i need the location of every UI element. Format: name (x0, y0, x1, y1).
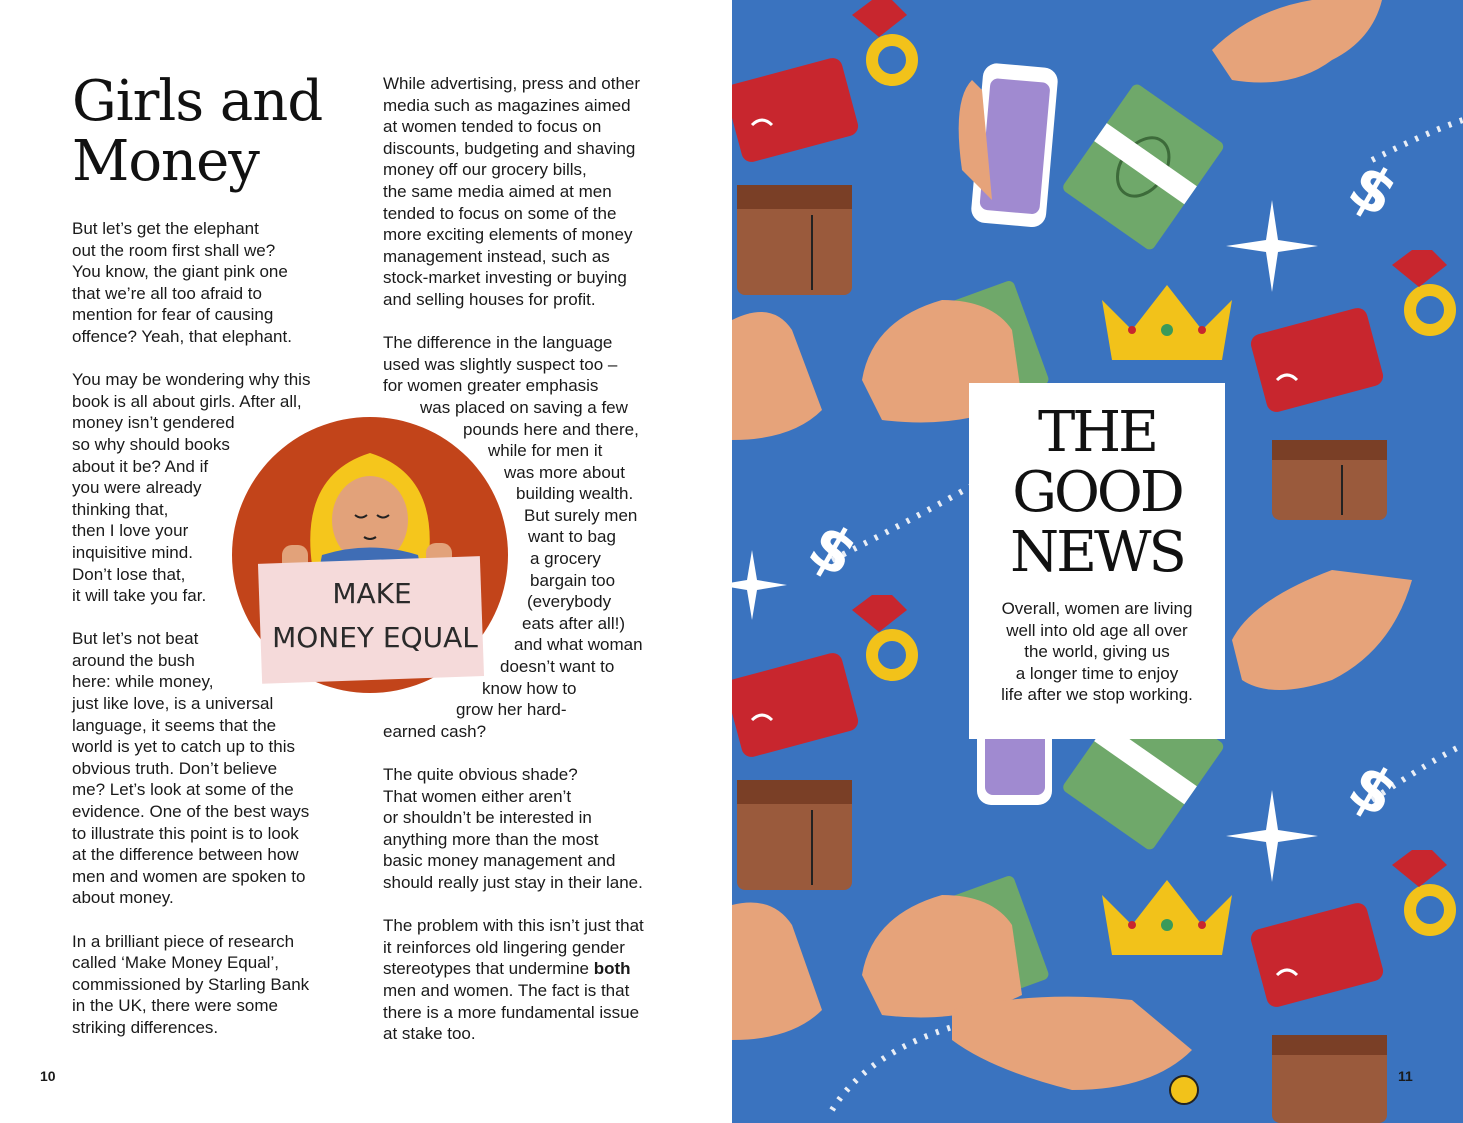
text-line: and what woman (514, 635, 643, 655)
text-line: Don’t lose that, (72, 564, 186, 584)
protest-sign (258, 556, 484, 684)
text-line: about it be? And if (72, 456, 209, 476)
text-line: The problem with this isn’t just that (383, 916, 644, 936)
text-line (383, 958, 673, 980)
sparkle-icon (1226, 790, 1318, 882)
paragraph (383, 915, 673, 1045)
text-line: me? Let’s look at some of the (72, 780, 294, 800)
text-line: or shouldn’t be interested in (383, 808, 592, 828)
hand-icon (732, 903, 822, 1041)
text-line: bargain too (530, 570, 616, 590)
wallet-icon (1272, 1035, 1387, 1123)
text-line: management instead, such as (383, 246, 610, 266)
page-number-right: 11 (1398, 1068, 1413, 1084)
text-line: was more about (504, 462, 625, 482)
wallet-icon (737, 780, 852, 890)
text-line: In a brilliant piece of research (72, 931, 295, 951)
emphasis-both: both (593, 959, 631, 979)
ring-icon (852, 0, 912, 80)
sparkle-icon (1226, 200, 1318, 292)
text-line: a grocery (530, 549, 601, 569)
dollar-sign-icon: $ (797, 509, 869, 592)
text-line: there is a more fundamental issue (383, 1002, 640, 1022)
text-line: book is all about girls. After all, (72, 391, 302, 411)
paragraph (72, 218, 342, 348)
text-line: You know, the giant pink one (72, 262, 288, 282)
text-line: men and women are spoken to (72, 866, 306, 886)
text-line: You may be wondering why this (72, 370, 311, 390)
text-line: world is yet to catch up to this (72, 737, 295, 757)
text-line: The difference in the language (383, 333, 613, 353)
text-line: pounds here and there, (463, 419, 639, 439)
text-line: language, it seems that the (72, 715, 277, 735)
text-line: want to bag (528, 527, 616, 547)
good-news-box (969, 383, 1225, 739)
crown-icon (1102, 285, 1232, 360)
wallet-icon (737, 185, 852, 295)
text-line: basic money management and (383, 851, 616, 871)
text-line: offence? Yeah, that elephant. (72, 326, 292, 346)
paragraph (383, 764, 673, 894)
text-line: doesn’t want to (500, 657, 615, 677)
text-line: at stake too. (383, 1024, 476, 1044)
text-line: evidence. One of the best ways (72, 802, 310, 822)
text-line: While advertising, press and other (383, 74, 641, 93)
text-line: at the difference between how (72, 845, 299, 865)
text-line: money off our grocery bills, (383, 160, 587, 180)
good-news-headline (969, 400, 1225, 585)
hand-icon (862, 895, 1022, 1018)
text-line: it reinforces old lingering gender (383, 937, 625, 957)
hand-icon (1212, 0, 1382, 83)
headline-line-3: NEWS (1010, 520, 1184, 585)
text-line: media such as magazines aimed (383, 95, 631, 115)
wallet-icon (1272, 440, 1387, 520)
hand-icon (952, 997, 1192, 1090)
title-line-1: Girls and (72, 69, 323, 134)
text-line: mention for fear of causing (72, 305, 274, 325)
ring-icon (1392, 250, 1450, 330)
text-line: about money. (72, 888, 174, 908)
text-line: But surely men (524, 505, 638, 525)
hand-icon (732, 312, 822, 440)
body-line: a longer time to enjoy (1015, 663, 1179, 683)
text-line: at women tended to focus on (383, 117, 602, 137)
text-line: commissioned by Starling Bank (72, 974, 310, 994)
text-line: and selling houses for profit. (383, 289, 596, 309)
body-line: Overall, women are living (1001, 599, 1193, 618)
headline-line-1: THE (1037, 400, 1157, 465)
body-line: life after we stop working. (1001, 685, 1193, 705)
text-line: That women either aren’t (383, 786, 572, 806)
hand-icon (1232, 570, 1412, 690)
text-line: obvious truth. Don’t believe (72, 758, 278, 778)
text-line: then I love your (72, 521, 189, 541)
text-line: earned cash? (383, 721, 487, 741)
text-line: building wealth. (516, 484, 634, 504)
text-line: used was slightly suspect too – (383, 354, 618, 374)
sign-line-1: MAKE (332, 577, 412, 610)
text-line: inquisitive mind. (72, 542, 193, 562)
paragraph (383, 73, 673, 311)
text-fragment: stereotypes that undermine (383, 959, 594, 979)
text-line: eats after all!) (522, 613, 625, 633)
ring-icon (1392, 850, 1450, 930)
text-line: here: while money, (72, 672, 214, 692)
text-line: more exciting elements of money (383, 225, 633, 245)
headline-line-2: GOOD (1012, 460, 1182, 525)
text-line: while for men it (488, 441, 603, 461)
text-line: should really just stay in their lane. (383, 872, 643, 892)
text-line: anything more than the most (383, 829, 599, 849)
make-money-equal-illustration (230, 415, 510, 695)
text-line: thinking that, (72, 499, 169, 519)
body-line: well into old age all over (1006, 620, 1188, 640)
sparkle-icon (732, 550, 787, 620)
text-line: for women greater emphasis (383, 376, 599, 396)
text-line: know how to (482, 678, 577, 698)
page-number-left: 10 (40, 1068, 56, 1084)
ring-icon (852, 595, 912, 675)
crown-icon (1102, 880, 1232, 955)
coin-icon (1170, 1076, 1198, 1104)
credit-card-icon (1249, 901, 1386, 1009)
text-line: money isn’t gendered (72, 413, 235, 433)
credit-card-icon (732, 56, 860, 164)
text-line: The quite obvious shade? (383, 765, 578, 784)
text-line: you were already (72, 478, 202, 498)
title-line-2: Money (72, 129, 259, 194)
cash-stack-icon (1061, 82, 1226, 252)
text-line: to illustrate this point is to look (72, 823, 299, 843)
text-line: stock-market investing or buying (383, 268, 627, 288)
text-line: (everybody (527, 592, 612, 612)
text-line: so why should books (72, 434, 230, 454)
text-line: the same media aimed at men (383, 181, 612, 201)
text-line: out the room first shall we? (72, 240, 276, 260)
text-line: called ‘Make Money Equal’, (72, 953, 279, 973)
text-line: men and women. The fact is that (383, 980, 630, 1000)
text-line: striking differences. (72, 1017, 219, 1037)
text-line: just like love, is a universal (72, 694, 274, 714)
text-line: tended to focus on some of the (383, 203, 617, 223)
credit-card-icon (1249, 306, 1386, 414)
text-line: that we’re all too afraid to (72, 283, 262, 303)
text-line: in the UK, there were some (72, 996, 278, 1016)
text-line: But let’s get the elephant (72, 219, 259, 238)
text-line: discounts, budgeting and shaving (383, 138, 636, 158)
credit-card-icon (732, 651, 860, 759)
text-line: But let’s not beat (72, 629, 199, 649)
dollar-sign-icon: $ (1337, 749, 1409, 832)
text-line: around the bush (72, 650, 195, 670)
dollar-sign-icon: $ (1337, 149, 1409, 232)
sign-line-2: MONEY EQUAL (272, 621, 478, 654)
text-line: it will take you far. (72, 586, 207, 606)
text-line: grow her hard- (456, 700, 567, 720)
paragraph (72, 931, 342, 1039)
body-line: the world, giving us (1024, 642, 1170, 662)
page-title (72, 69, 323, 194)
text-line: was placed on saving a few (420, 397, 628, 417)
good-news-body (969, 598, 1225, 706)
